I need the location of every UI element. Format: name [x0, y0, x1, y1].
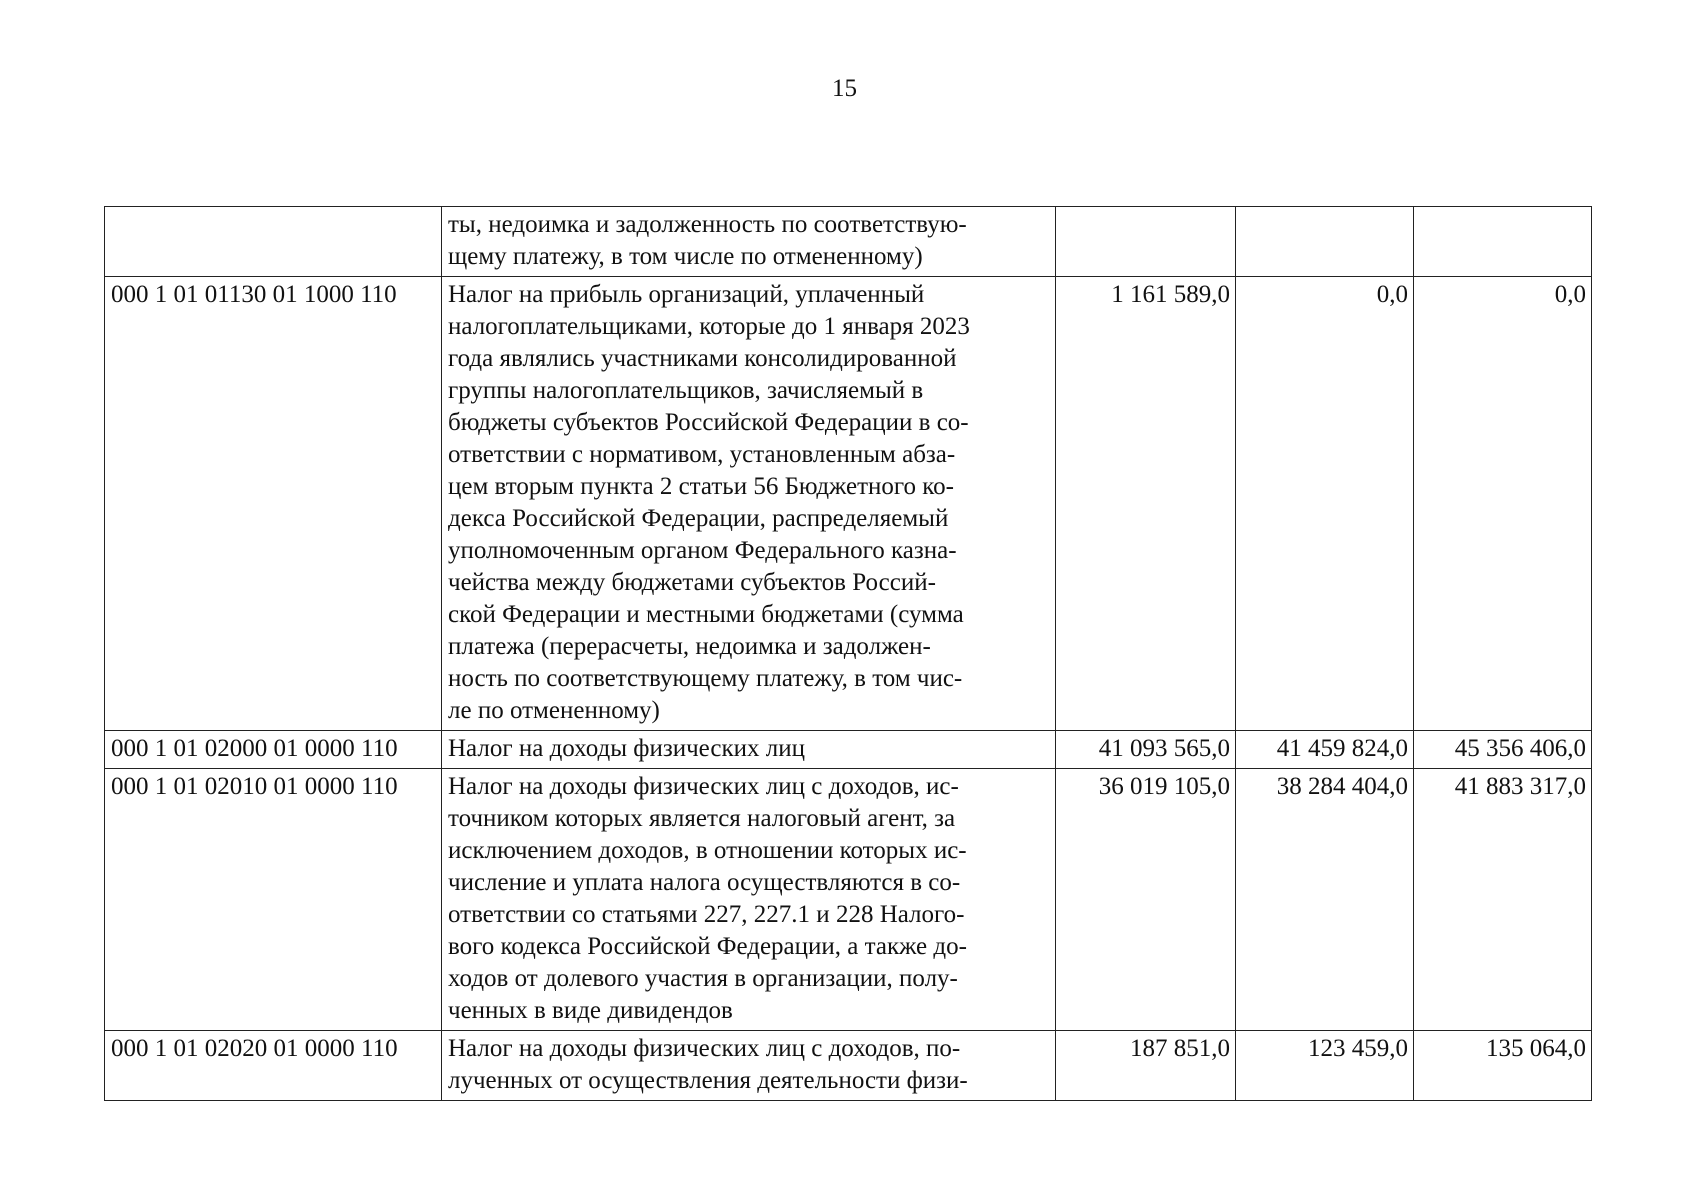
name-line: цем вторым пункта 2 статьи 56 Бюджетного ко-: [448, 473, 954, 500]
amount-year2-cell: 123 459,0: [1236, 1031, 1414, 1101]
name-line: точником которых является налоговый агент, за: [448, 805, 956, 832]
revenue-name-cell: [442, 277, 1056, 731]
name-line: налогоплательщиками, которые до 1 января 2023: [448, 313, 970, 340]
name-line: щему платежу, в том числе по отмененному): [448, 243, 923, 270]
revenue-name-cell: [442, 769, 1056, 1031]
name-line: Налог на доходы физических лиц с доходов, по-: [448, 1035, 961, 1062]
name-line: ответствии со статьями 227, 227.1 и 228 Налого-: [448, 901, 965, 928]
name-line: бюджеты субъектов Российской Федерации в со-: [448, 409, 969, 436]
name-line: числение и уплата налога осуществляются в со-: [448, 869, 961, 896]
name-line: чейства между бюджетами субъектов Россий-: [448, 569, 936, 596]
revenue-code-cell: 000 1 01 02000 01 0000 110: [105, 731, 442, 769]
amount-year3-cell: 135 064,0: [1414, 1031, 1592, 1101]
name-line: ответствии с нормативом, установленным абза-: [448, 441, 956, 468]
page-number: 15: [832, 75, 857, 102]
table-row: [105, 731, 1592, 769]
name-line: Налог на доходы физических лиц с доходов, ис-: [448, 773, 959, 800]
revenue-name-cell: [442, 1031, 1056, 1101]
budget-revenue-table: [104, 206, 1592, 1101]
name-line: группы налогоплательщиков, зачисляемый в: [448, 377, 924, 404]
name-line: платежа (перерасчеты, недоимка и задолжен-: [448, 633, 931, 660]
amount-year2-cell: 41 459 824,0: [1236, 731, 1414, 769]
revenue-code-cell: 000 1 01 02020 01 0000 110: [105, 1031, 442, 1101]
revenue-code-cell: 000 1 01 02010 01 0000 110: [105, 769, 442, 1031]
name-line: вого кодекса Российской Федерации, а также до-: [448, 933, 967, 960]
revenue-code-cell: [105, 207, 442, 277]
name-line: уполномоченным органом Федерального казна-: [448, 537, 957, 564]
amount-year3-cell: 41 883 317,0: [1414, 769, 1592, 1031]
revenue-name-cell: [442, 731, 1056, 769]
name-line: ходов от долевого участия в организации, полу-: [448, 965, 958, 992]
table-row: [105, 1031, 1592, 1101]
name-line: ченных в виде дивидендов: [448, 997, 733, 1024]
amount-year2-cell: 0,0: [1236, 277, 1414, 731]
amount-year1-cell: 41 093 565,0: [1056, 731, 1236, 769]
amount-year3-cell: [1414, 207, 1592, 277]
amount-year3-cell: 45 356 406,0: [1414, 731, 1592, 769]
amount-year1-cell: 187 851,0: [1056, 1031, 1236, 1101]
name-line: года являлись участниками консолидированной: [448, 345, 957, 372]
amount-year1-cell: [1056, 207, 1236, 277]
name-line: Налог на прибыль организаций, уплаченный: [448, 281, 925, 308]
table-row: [105, 207, 1592, 277]
amount-year2-cell: 38 284 404,0: [1236, 769, 1414, 1031]
name-line: исключением доходов, в отношении которых ис-: [448, 837, 967, 864]
revenue-code-cell: 000 1 01 01130 01 1000 110: [105, 277, 442, 731]
name-line: Налог на доходы физических лиц: [448, 735, 805, 762]
amount-year1-cell: 1 161 589,0: [1056, 277, 1236, 731]
amount-year2-cell: [1236, 207, 1414, 277]
name-line: лученных от осуществления деятельности физи-: [448, 1067, 968, 1094]
name-line: ты, недоимка и задолженность по соответствую-: [448, 211, 967, 238]
table-row: [105, 769, 1592, 1031]
name-line: ле по отмененному): [448, 697, 660, 724]
name-line: ность по соответствующему платежу, в том чис-: [448, 665, 963, 692]
table-row: [105, 277, 1592, 731]
amount-year3-cell: 0,0: [1414, 277, 1592, 731]
name-line: ской Федерации и местными бюджетами (сумма: [448, 601, 964, 628]
revenue-name-cell: [442, 207, 1056, 277]
name-line: декса Российской Федерации, распределяемый: [448, 505, 949, 532]
amount-year1-cell: 36 019 105,0: [1056, 769, 1236, 1031]
